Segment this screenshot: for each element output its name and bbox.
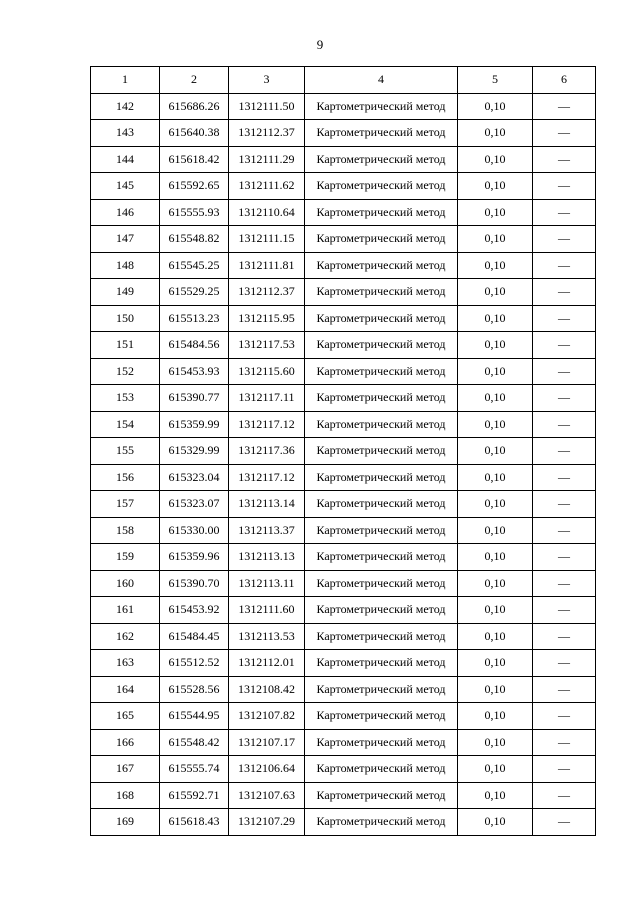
accuracy-cell: 0,10	[458, 199, 533, 226]
notes-cell: —	[533, 809, 596, 836]
accuracy-cell: 0,10	[458, 385, 533, 412]
method-cell: Картометрический метод	[305, 570, 458, 597]
accuracy-cell: 0,10	[458, 93, 533, 120]
table-row	[91, 809, 596, 836]
notes-cell: —	[533, 729, 596, 756]
table-row	[91, 411, 596, 438]
column-header: 3	[229, 67, 305, 94]
method-cell: Картометрический метод	[305, 517, 458, 544]
accuracy-cell: 0,10	[458, 544, 533, 571]
point-number-cell: 162	[91, 623, 160, 650]
x-coordinate-cell: 615453.93	[160, 358, 229, 385]
accuracy-cell: 0,10	[458, 279, 533, 306]
method-cell: Картометрический метод	[305, 464, 458, 491]
method-cell: Картометрический метод	[305, 623, 458, 650]
method-cell: Картометрический метод	[305, 411, 458, 438]
notes-cell: —	[533, 650, 596, 677]
column-header: 2	[160, 67, 229, 94]
accuracy-cell: 0,10	[458, 120, 533, 147]
x-coordinate-cell: 615359.99	[160, 411, 229, 438]
method-cell: Картометрический метод	[305, 597, 458, 624]
y-coordinate-cell: 1312110.64	[229, 199, 305, 226]
table-row	[91, 570, 596, 597]
table-row	[91, 517, 596, 544]
point-number-cell: 158	[91, 517, 160, 544]
point-number-cell: 150	[91, 305, 160, 332]
y-coordinate-cell: 1312111.50	[229, 93, 305, 120]
accuracy-cell: 0,10	[458, 597, 533, 624]
table-row	[91, 385, 596, 412]
y-coordinate-cell: 1312113.37	[229, 517, 305, 544]
method-cell: Картометрический метод	[305, 676, 458, 703]
y-coordinate-cell: 1312117.36	[229, 438, 305, 465]
x-coordinate-cell: 615592.71	[160, 782, 229, 809]
notes-cell: —	[533, 226, 596, 253]
notes-cell: —	[533, 146, 596, 173]
table-row	[91, 782, 596, 809]
coordinates-table	[90, 66, 596, 836]
table-row	[91, 252, 596, 279]
table-row	[91, 491, 596, 518]
notes-cell: —	[533, 358, 596, 385]
notes-cell: —	[533, 517, 596, 544]
point-number-cell: 157	[91, 491, 160, 518]
accuracy-cell: 0,10	[458, 623, 533, 650]
method-cell: Картометрический метод	[305, 173, 458, 200]
notes-cell: —	[533, 676, 596, 703]
accuracy-cell: 0,10	[458, 252, 533, 279]
column-header: 1	[91, 67, 160, 94]
accuracy-cell: 0,10	[458, 358, 533, 385]
point-number-cell: 145	[91, 173, 160, 200]
point-number-cell: 164	[91, 676, 160, 703]
method-cell: Картометрический метод	[305, 332, 458, 359]
notes-cell: —	[533, 703, 596, 730]
x-coordinate-cell: 615323.07	[160, 491, 229, 518]
accuracy-cell: 0,10	[458, 438, 533, 465]
column-header: 4	[305, 67, 458, 94]
y-coordinate-cell: 1312112.01	[229, 650, 305, 677]
x-coordinate-cell: 615544.95	[160, 703, 229, 730]
notes-cell: —	[533, 279, 596, 306]
accuracy-cell: 0,10	[458, 703, 533, 730]
x-coordinate-cell: 615686.26	[160, 93, 229, 120]
method-cell: Картометрический метод	[305, 438, 458, 465]
point-number-cell: 147	[91, 226, 160, 253]
method-cell: Картометрический метод	[305, 199, 458, 226]
method-cell: Картометрический метод	[305, 252, 458, 279]
column-header: 6	[533, 67, 596, 94]
y-coordinate-cell: 1312106.64	[229, 756, 305, 783]
point-number-cell: 146	[91, 199, 160, 226]
point-number-cell: 154	[91, 411, 160, 438]
y-coordinate-cell: 1312113.14	[229, 491, 305, 518]
table-row	[91, 332, 596, 359]
x-coordinate-cell: 615390.77	[160, 385, 229, 412]
method-cell: Картометрический метод	[305, 782, 458, 809]
notes-cell: —	[533, 120, 596, 147]
notes-cell: —	[533, 173, 596, 200]
accuracy-cell: 0,10	[458, 173, 533, 200]
point-number-cell: 142	[91, 93, 160, 120]
method-cell: Картометрический метод	[305, 305, 458, 332]
table-row	[91, 756, 596, 783]
table-body	[91, 93, 596, 835]
table-row	[91, 623, 596, 650]
table-row	[91, 199, 596, 226]
x-coordinate-cell: 615555.93	[160, 199, 229, 226]
y-coordinate-cell: 1312117.12	[229, 411, 305, 438]
notes-cell: —	[533, 491, 596, 518]
y-coordinate-cell: 1312107.17	[229, 729, 305, 756]
x-coordinate-cell: 615529.25	[160, 279, 229, 306]
point-number-cell: 167	[91, 756, 160, 783]
y-coordinate-cell: 1312111.81	[229, 252, 305, 279]
accuracy-cell: 0,10	[458, 305, 533, 332]
table-row	[91, 146, 596, 173]
table-row	[91, 173, 596, 200]
point-number-cell: 159	[91, 544, 160, 571]
table-row	[91, 544, 596, 571]
table-row	[91, 438, 596, 465]
accuracy-cell: 0,10	[458, 517, 533, 544]
y-coordinate-cell: 1312108.42	[229, 676, 305, 703]
point-number-cell: 155	[91, 438, 160, 465]
x-coordinate-cell: 615548.82	[160, 226, 229, 253]
point-number-cell: 166	[91, 729, 160, 756]
notes-cell: —	[533, 464, 596, 491]
method-cell: Картометрический метод	[305, 809, 458, 836]
point-number-cell: 143	[91, 120, 160, 147]
y-coordinate-cell: 1312111.29	[229, 146, 305, 173]
table-row	[91, 358, 596, 385]
method-cell: Картометрический метод	[305, 146, 458, 173]
accuracy-cell: 0,10	[458, 782, 533, 809]
accuracy-cell: 0,10	[458, 650, 533, 677]
notes-cell: —	[533, 597, 596, 624]
point-number-cell: 149	[91, 279, 160, 306]
notes-cell: —	[533, 411, 596, 438]
y-coordinate-cell: 1312117.11	[229, 385, 305, 412]
y-coordinate-cell: 1312111.60	[229, 597, 305, 624]
x-coordinate-cell: 615390.70	[160, 570, 229, 597]
y-coordinate-cell: 1312112.37	[229, 120, 305, 147]
table-row	[91, 676, 596, 703]
x-coordinate-cell: 615513.23	[160, 305, 229, 332]
y-coordinate-cell: 1312107.29	[229, 809, 305, 836]
accuracy-cell: 0,10	[458, 756, 533, 783]
accuracy-cell: 0,10	[458, 570, 533, 597]
point-number-cell: 152	[91, 358, 160, 385]
point-number-cell: 163	[91, 650, 160, 677]
table-row	[91, 729, 596, 756]
table-row	[91, 93, 596, 120]
x-coordinate-cell: 615555.74	[160, 756, 229, 783]
method-cell: Картометрический метод	[305, 385, 458, 412]
method-cell: Картометрический метод	[305, 491, 458, 518]
y-coordinate-cell: 1312111.15	[229, 226, 305, 253]
accuracy-cell: 0,10	[458, 809, 533, 836]
x-coordinate-cell: 615618.42	[160, 146, 229, 173]
table-row	[91, 226, 596, 253]
x-coordinate-cell: 615528.56	[160, 676, 229, 703]
y-coordinate-cell: 1312113.11	[229, 570, 305, 597]
x-coordinate-cell: 615323.04	[160, 464, 229, 491]
y-coordinate-cell: 1312113.53	[229, 623, 305, 650]
notes-cell: —	[533, 756, 596, 783]
y-coordinate-cell: 1312111.62	[229, 173, 305, 200]
notes-cell: —	[533, 782, 596, 809]
table-row	[91, 703, 596, 730]
table-row	[91, 464, 596, 491]
method-cell: Картометрический метод	[305, 756, 458, 783]
y-coordinate-cell: 1312115.60	[229, 358, 305, 385]
table-header-row	[91, 67, 596, 94]
accuracy-cell: 0,10	[458, 332, 533, 359]
y-coordinate-cell: 1312117.12	[229, 464, 305, 491]
point-number-cell: 161	[91, 597, 160, 624]
accuracy-cell: 0,10	[458, 729, 533, 756]
column-header: 5	[458, 67, 533, 94]
y-coordinate-cell: 1312115.95	[229, 305, 305, 332]
y-coordinate-cell: 1312107.82	[229, 703, 305, 730]
x-coordinate-cell: 615453.92	[160, 597, 229, 624]
point-number-cell: 144	[91, 146, 160, 173]
accuracy-cell: 0,10	[458, 226, 533, 253]
notes-cell: —	[533, 332, 596, 359]
x-coordinate-cell: 615512.52	[160, 650, 229, 677]
notes-cell: —	[533, 305, 596, 332]
method-cell: Картометрический метод	[305, 120, 458, 147]
accuracy-cell: 0,10	[458, 411, 533, 438]
x-coordinate-cell: 615329.99	[160, 438, 229, 465]
y-coordinate-cell: 1312112.37	[229, 279, 305, 306]
x-coordinate-cell: 615545.25	[160, 252, 229, 279]
table-row	[91, 120, 596, 147]
method-cell: Картометрический метод	[305, 279, 458, 306]
notes-cell: —	[533, 93, 596, 120]
method-cell: Картометрический метод	[305, 226, 458, 253]
accuracy-cell: 0,10	[458, 676, 533, 703]
notes-cell: —	[533, 570, 596, 597]
page-number: 9	[316, 37, 324, 52]
point-number-cell: 169	[91, 809, 160, 836]
notes-cell: —	[533, 623, 596, 650]
point-number-cell: 156	[91, 464, 160, 491]
table-row	[91, 597, 596, 624]
method-cell: Картометрический метод	[305, 93, 458, 120]
notes-cell: —	[533, 199, 596, 226]
method-cell: Картометрический метод	[305, 729, 458, 756]
y-coordinate-cell: 1312113.13	[229, 544, 305, 571]
notes-cell: —	[533, 385, 596, 412]
accuracy-cell: 0,10	[458, 491, 533, 518]
y-coordinate-cell: 1312117.53	[229, 332, 305, 359]
x-coordinate-cell: 615484.45	[160, 623, 229, 650]
method-cell: Картометрический метод	[305, 358, 458, 385]
x-coordinate-cell: 615640.38	[160, 120, 229, 147]
x-coordinate-cell: 615548.42	[160, 729, 229, 756]
notes-cell: —	[533, 438, 596, 465]
table-row	[91, 305, 596, 332]
method-cell: Картометрический метод	[305, 650, 458, 677]
x-coordinate-cell: 615484.56	[160, 332, 229, 359]
point-number-cell: 151	[91, 332, 160, 359]
table-row	[91, 279, 596, 306]
accuracy-cell: 0,10	[458, 464, 533, 491]
point-number-cell: 153	[91, 385, 160, 412]
point-number-cell: 165	[91, 703, 160, 730]
method-cell: Картометрический метод	[305, 703, 458, 730]
point-number-cell: 168	[91, 782, 160, 809]
y-coordinate-cell: 1312107.63	[229, 782, 305, 809]
notes-cell: —	[533, 252, 596, 279]
accuracy-cell: 0,10	[458, 146, 533, 173]
point-number-cell: 160	[91, 570, 160, 597]
table-row	[91, 650, 596, 677]
notes-cell: —	[533, 544, 596, 571]
x-coordinate-cell: 615330.00	[160, 517, 229, 544]
x-coordinate-cell: 615618.43	[160, 809, 229, 836]
x-coordinate-cell: 615359.96	[160, 544, 229, 571]
x-coordinate-cell: 615592.65	[160, 173, 229, 200]
method-cell: Картометрический метод	[305, 544, 458, 571]
point-number-cell: 148	[91, 252, 160, 279]
